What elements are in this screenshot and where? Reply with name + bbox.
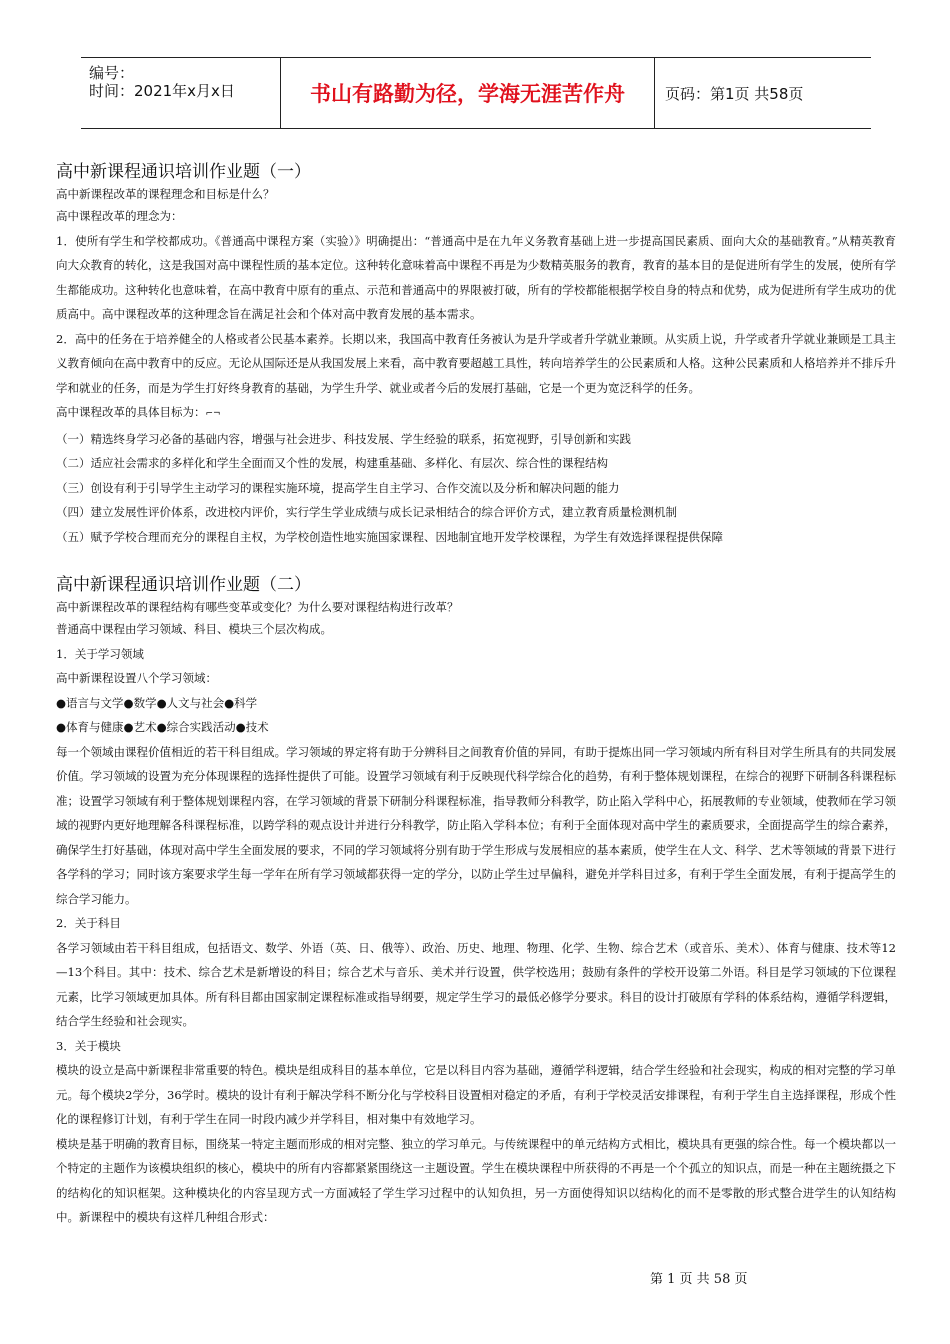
goal-mark: ⌐¬ bbox=[205, 409, 221, 419]
goals-intro: 高中课程改革的具体目标为： bbox=[56, 405, 206, 419]
section-1-title: 高中新课程通识培训作业题（一） bbox=[56, 162, 311, 182]
goal-item: （三）创设有利于引导学生主动学习的课程实施环境，提高学生自主学习、合作交流以及分析和解决问题的能力 bbox=[56, 480, 620, 495]
section-2-question: 高中新课程改革的课程结构有哪些变革或变化？为什么要对课程结构进行改革？ bbox=[56, 600, 459, 614]
header-table bbox=[81, 57, 871, 129]
bullet-line: ●语言与文学●数学●人文与社会●科学 bbox=[56, 695, 258, 710]
page-info: 页码：第1页 共58页 bbox=[665, 84, 804, 103]
subheading: 2．关于科目 bbox=[56, 916, 121, 930]
subheading: 1．关于学习领域 bbox=[56, 646, 144, 661]
subheading: 3．关于模块 bbox=[56, 1038, 121, 1053]
paragraph: 普通高中课程由学习领域、科目、模块三个层次构成。 bbox=[56, 622, 332, 636]
goal-item: （二）适应社会需求的多样化和学生全面而又个性的发展，构建重基础、多样化、有层次、综合性的课程结构 bbox=[56, 456, 608, 470]
motto: 书山有路勤为径，学海无涯苦作舟 bbox=[310, 82, 625, 106]
goal-item: （五）赋予学校合理而充分的课程自主权，为学校创造性地实施国家课程、因地制宜地开发学校课程，为学生有效选择课程提供保障 bbox=[56, 529, 723, 544]
time-label: 时间：2021年x月x日 bbox=[89, 82, 235, 100]
goal-item: （一）精选终身学习必备的基础内容，增强与社会进步、科技发展、学生经验的联系，拓宽视野，引导创新和实践 bbox=[56, 431, 631, 446]
paragraph: 高中新课程设置八个学习领域： bbox=[56, 671, 217, 685]
section-2 bbox=[56, 573, 896, 1230]
paragraph: 各学习领域由若干科目组成，包括语文、数学、外语（英、日、俄等）、政治、历史、地理、物理、化学、生物、综合艺术（或音乐、美术）、体育与健康、技术等12—13个科目。其中：技术、综合艺术是新增设的科目；综合艺术与音乐、美术并行设置，供学校选用；鼓励有条件的学校开设第二外语。科目是学习领域的下位课程元素，比学习领域更加具体。所有科目都由国家制定课程标准或指导纲要，规定学生学习的最低必修学分要求。科目的设计打破原有学科的体系结构，遵循学科逻辑，结合学生经验和社会现实。 bbox=[56, 940, 896, 1028]
document-body bbox=[56, 160, 896, 1230]
serial-label: 编号： bbox=[89, 64, 135, 82]
paragraph: 模块是基于明确的教育目标，围绕某一特定主题而形成的相对完整、独立的学习单元。与传统课程中的单元结构方式相比，模块具有更强的综合性。每一个模块都以一个特定的主题作为该模块组织的核心，模块中的所有内容都紧紧围绕这一主题设置。学生在模块课程中所获得的不再是一个个孤立的知识点，而是一种在主题统摄之下的结构化的知识框架。这种模块化的内容呈现方式一方面减轻了学生学习过程中的认知负担，另一方面使得知识以结构化的而不是零散的形式整合进学生的认知结构中。新课程中的模块有这样几种组合形式： bbox=[56, 1136, 896, 1224]
section-1-question: 高中新课程改革的课程理念和目标是什么？ bbox=[56, 187, 275, 201]
paragraph: 高中课程改革的理念为： bbox=[56, 209, 183, 223]
paragraph: 1．使所有学生和学校都成功。《普通高中课程方案（实验）》明确提出：“普通高中是在九年义务教育基础上进一步提高国民素质、面向大众的基础教育。”从精英教育向大众教育的转化，这是我国对高中课程性质的基本定位。这种转化意味着高中课程不再是为少数精英服务的教育，教育的基本目的是促进所有学生的发展，使所有学生都能成功。这种转化也意味着，在高中教育中原有的重点、示范和普通高中的界限被打破，所有的学校都能根据学校自身的特点和优势，成为促进所有学生成功的优质高中。高中课程改革的这种理念旨在满足社会和个体对高中教育发展的基本需求。 bbox=[56, 233, 896, 321]
goals-intro-line bbox=[56, 400, 896, 427]
goal-item: （四）建立发展性评价体系，改进校内评价，实行学生学业成绩与成长记录相结合的综合评价方式，建立教育质量检测机制 bbox=[56, 505, 677, 519]
header-motto-cell bbox=[281, 58, 655, 128]
paragraph: 2．高中的任务在于培养健全的人格或者公民基本素养。长期以来，我国高中教育任务被认为是升学或者升学就业兼顾。从实质上说，升学或者升学就业兼顾是工具主义教育倾向在高中教育中的反应。无论从国际还是从我国发展上来看，高中教育要超越工具性，转向培养学生的公民素质和人格。这种公民素质和人格培养并不排斥升学和就业的任务，而是为学生打好终身教育的基础，为学生升学、就业或者今后的发展打基础，它是一个更为宽泛科学的任务。 bbox=[56, 331, 896, 395]
page-footer: 第 1 页 共 58 页 bbox=[650, 1272, 748, 1287]
paragraph: 每一个领域由课程价值相近的若干科目组成。学习领域的界定将有助于分辨科目之间教育价值的异同，有助于提炼出同一学习领域内所有科目对学生所具有的共同发展价值。学习领域的设置为充分体现课程的选择性提供了可能。设置学习领域有利于反映现代科学综合化的趋势，有利于整体规划课程，在综合的视野下研制各科课程标准；设置学习领域有利于整体规划课程内容，在学习领域的背景下研制分科课程标准，指导教师分科教学，防止陷入学科中心，拓展教师的专业领域，使教师在学习领域的视野内更好地理解各科课程标准，以跨学科的观点设计并进行分科教学，防止陷入学科本位；有利于全面体现对高中学生的素质要求，全面提高学生的综合素养，确保学生打好基础，体现对高中学生全面发展的要求，不同的学习领域将分别有助于学生形成与发展相应的基本素质，使学生在人文、科学、艺术等领域的背景下进行各学科的学习；同时该方案要求学生每一学年在所有学习领域都获得一定的学分，以防止学生过早偏科，避免并学科目过多，有利于学生全面发展，有利于提高学生的综合学习能力。 bbox=[56, 744, 896, 906]
paragraph: 模块的设立是高中新课程非常重要的特色。模块是组成科目的基本单位，它是以科目内容为基础，遵循学科逻辑，结合学生经验和社会现实，构成的相对完整的学习单元。每个模块2学分，36学时。模块的设计有利于解决学科不断分化与学校科目设置相对稳定的矛盾，有利于学校灵活安排课程，有利于学生自主选择课程，形成个性化的课程修订计划，有利于学生在同一时段内减少并学科目，相对集中有效地学习。 bbox=[56, 1063, 896, 1126]
section-2-title: 高中新课程通识培训作业题（二） bbox=[56, 575, 311, 595]
bullet-line: ●体育与健康●艺术●综合实践活动●技术 bbox=[56, 720, 269, 734]
header-meta bbox=[81, 58, 281, 128]
